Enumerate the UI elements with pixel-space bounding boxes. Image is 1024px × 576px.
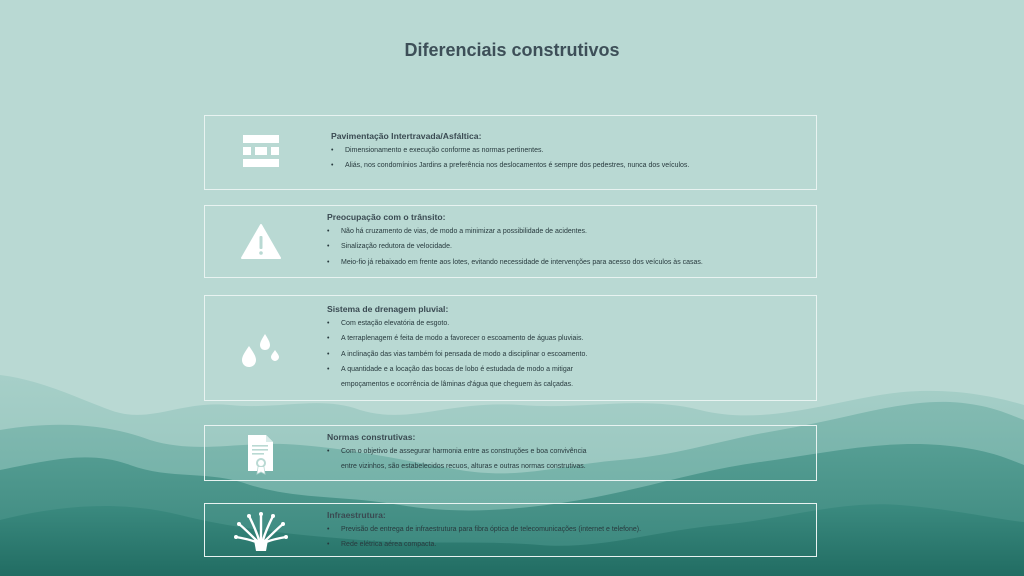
- card-heading: Pavimentação Intertravada/Asfáltica:: [331, 131, 482, 141]
- card-list: [331, 143, 808, 174]
- list-item: • A quantidade e a locação das bocas de lobo é estudada de modo a mitigar: [327, 362, 808, 377]
- feature-card-infrastructure: [204, 503, 817, 557]
- list-item: • Não há cruzamento de vias, de modo a minimizar a possibilidade de acidentes.: [327, 224, 808, 239]
- card-heading: Infraestrutura:: [327, 510, 386, 520]
- card-list: [327, 444, 808, 475]
- list-item: • Meio-fio já rebaixado em frente aos lotes, evitando necessidade de intervenções para acesso dos veículos às casas.: [327, 255, 808, 270]
- paving-blocks-icon: [229, 132, 293, 172]
- fiber-optic-icon: [229, 509, 293, 553]
- feature-card-traffic: [204, 205, 817, 278]
- card-list: [327, 522, 808, 553]
- warning-triangle-icon: [229, 222, 293, 262]
- list-item: • Com o objetivo de assegurar harmonia entre as construções e boa convivência: [327, 444, 808, 459]
- list-item: • A inclinação das vias também foi pensada de modo a disciplinar o escoamento.: [327, 347, 808, 362]
- card-list: [327, 316, 808, 392]
- feature-card-paving: [204, 115, 817, 190]
- list-item: • Sinalização redutora de velocidade.: [327, 239, 808, 254]
- card-heading: Sistema de drenagem pluvial:: [327, 304, 449, 314]
- list-item: • Rede elétrica aérea compacta.: [327, 537, 808, 552]
- card-heading: Normas construtivas:: [327, 432, 416, 442]
- list-item: • Aliás, nos condomínios Jardins a preferência nos deslocamentos é sempre dos pedestres, nunca dos veículos.: [331, 158, 808, 173]
- feature-card-building-rules: [204, 425, 817, 481]
- list-item-continuation: entre vizinhos, são estabelecidos recuos, alturas e outras normas construtivas.: [341, 463, 586, 471]
- list-item: • A terraplenagem é feita de modo a favorecer o escoamento de águas pluviais.: [327, 331, 808, 346]
- page-title: Diferenciais construtivos: [404, 40, 620, 60]
- water-drops-icon: [229, 330, 293, 370]
- card-list: [327, 224, 808, 270]
- list-item: • Com estação elevatória de esgoto.: [327, 316, 808, 331]
- list-item: • Previsão de entrega de infraestrutura para fibra óptica de telecomunicações (internet e telefone).: [327, 522, 808, 537]
- list-item-continuation: empoçamentos e ocorrência de lâminas d'água que cheguem às calçadas.: [341, 381, 574, 389]
- list-item: • Dimensionamento e execução conforme as normas pertinentes.: [331, 143, 808, 158]
- feature-card-drainage: [204, 295, 817, 401]
- card-heading: Preocupação com o trânsito:: [327, 212, 446, 222]
- certificate-document-icon: [229, 432, 293, 476]
